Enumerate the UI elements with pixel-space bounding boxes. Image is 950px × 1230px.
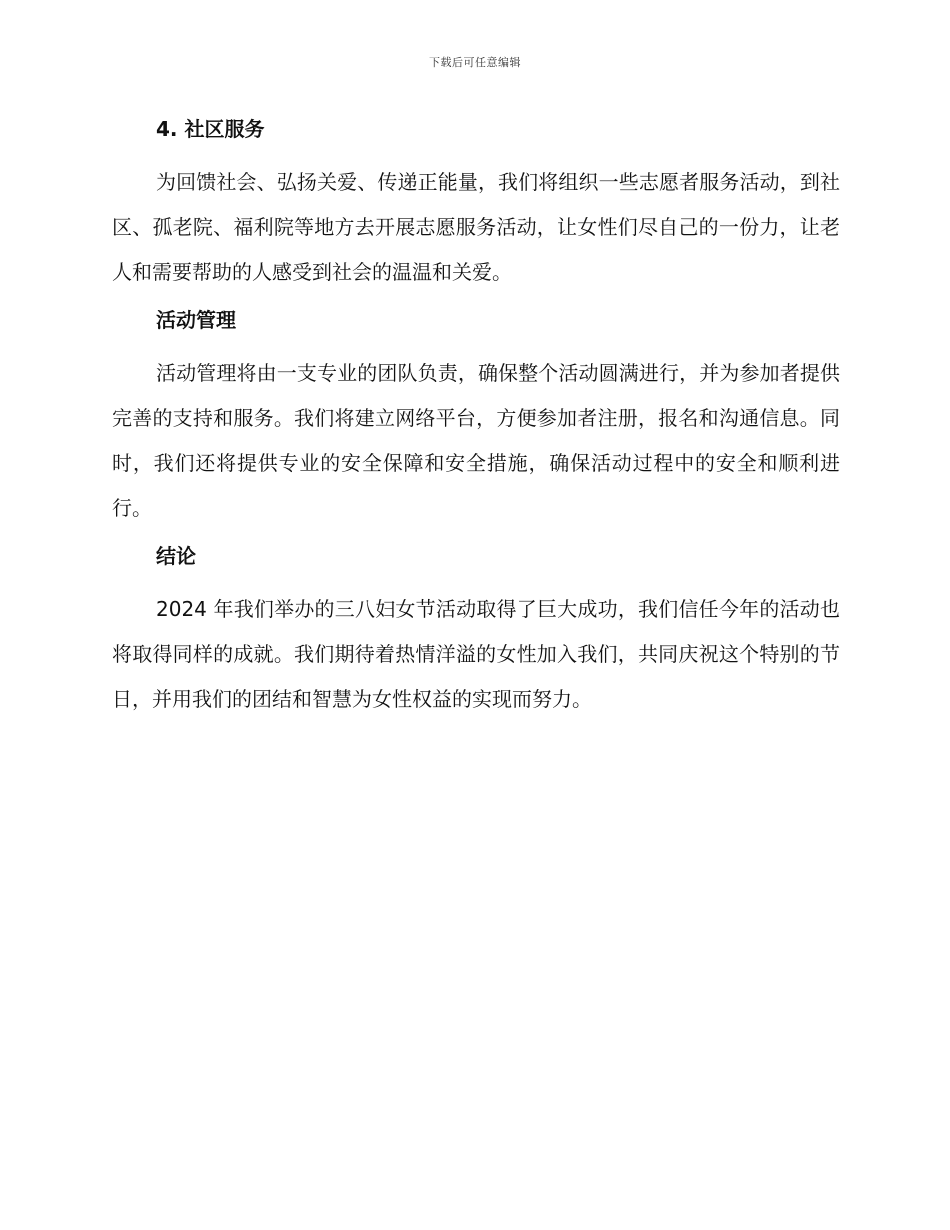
section-heading-community-service: 4. 社区服务 — [156, 117, 265, 141]
section-heading-conclusion: 结论 — [156, 544, 196, 568]
document-body — [112, 112, 840, 722]
section-paragraph-community-service: 为回馈社会、弘扬关爱、传递正能量，我们将组织一些志愿者服务活动，到社区、孤老院、福利院等地方去开展志愿服务活动，让女性们尽自己的一份力，让老人和需要帮助的人感受到社会的温温和关爱。 — [112, 170, 840, 284]
page-header: 下载后可任意编辑 — [429, 56, 521, 69]
section-paragraph-conclusion: 2024 年我们举办的三八妇女节活动取得了巨大成功，我们信任今年的活动也将取得同样的成就。我们期待着热情洋溢的女性加入我们，共同庆祝这个特别的节日，并用我们的团结和智慧为女性权益的实现而努力。 — [112, 597, 840, 711]
section-heading-activity-management: 活动管理 — [156, 308, 236, 332]
section-paragraph-activity-management: 活动管理将由一支专业的团队负责，确保整个活动圆满进行，并为参加者提供完善的支持和服务。我们将建立网络平台，方便参加者注册，报名和沟通信息。同时，我们还将提供专业的安全保障和安全措施，确保活动过程中的安全和顺利进行。 — [112, 361, 840, 520]
